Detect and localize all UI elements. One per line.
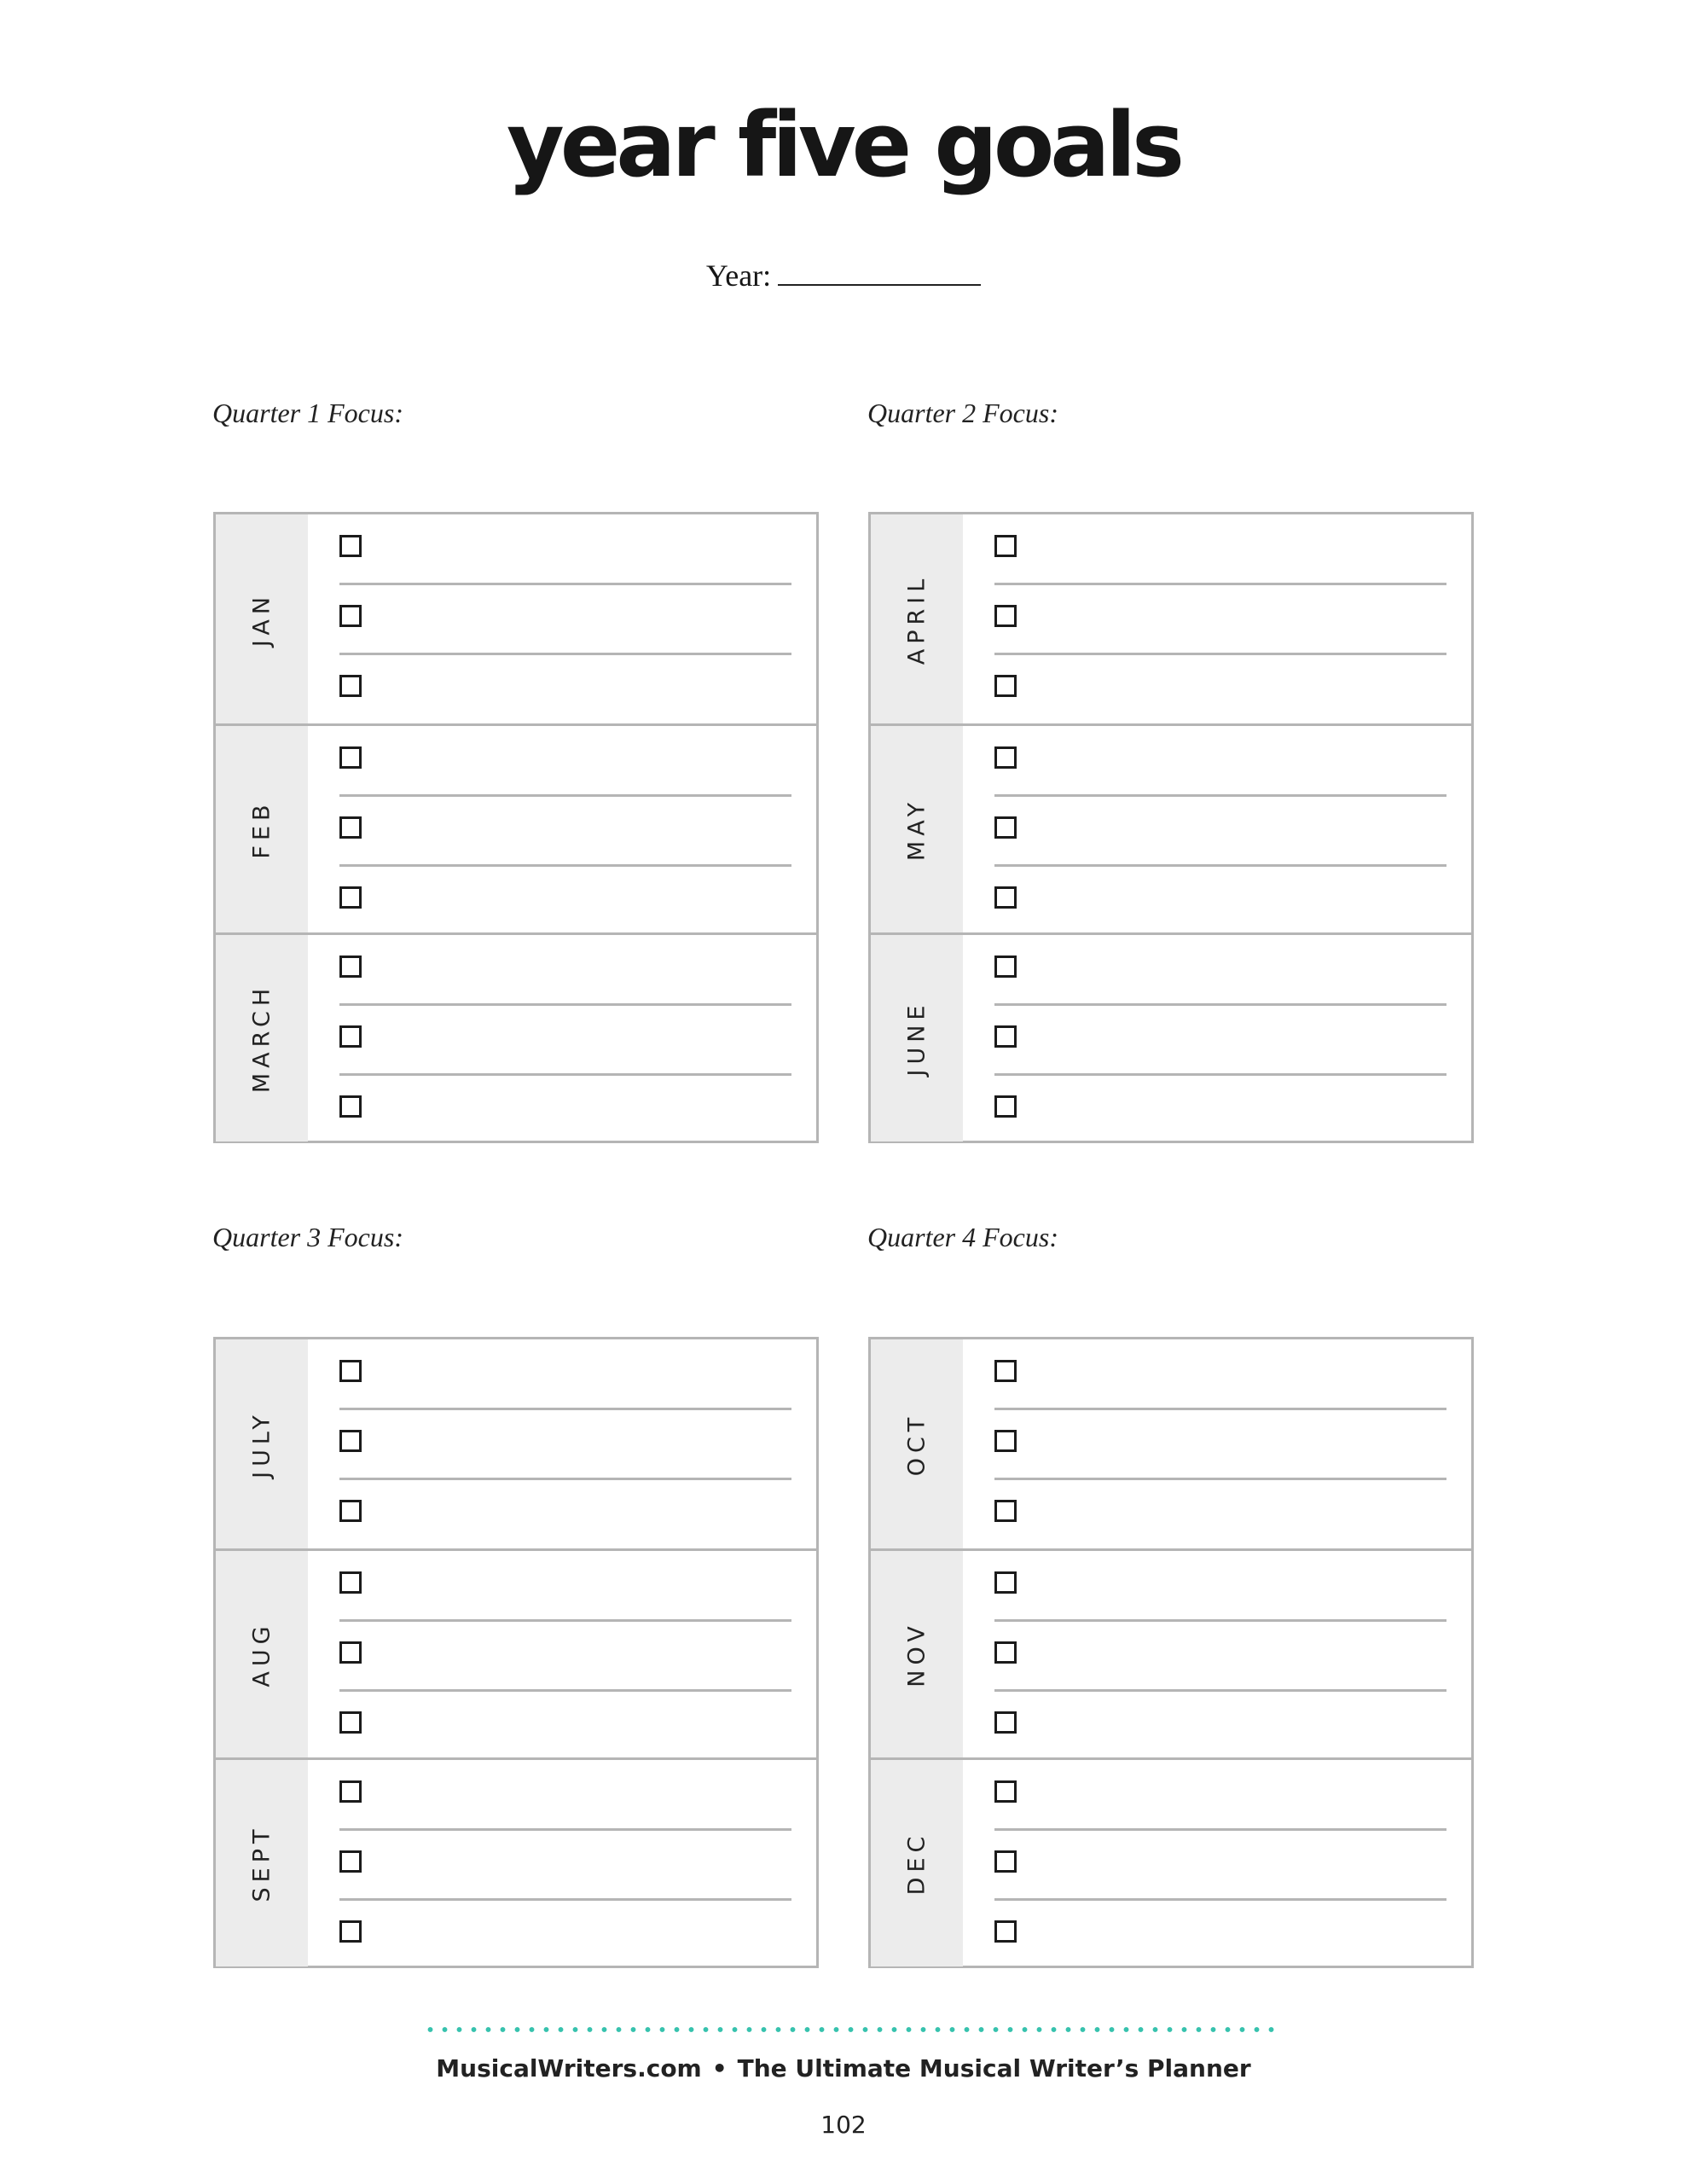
month-label-band (216, 935, 308, 1141)
dotted-divider (423, 2025, 1276, 2034)
goal-row[interactable] (994, 866, 1446, 934)
goal-checkbox[interactable] (994, 535, 1017, 557)
goal-checkbox[interactable] (994, 1025, 1017, 1048)
month-section (871, 1548, 1471, 1757)
goal-checkbox[interactable] (339, 1360, 362, 1382)
month-section (216, 514, 816, 723)
goal-row[interactable] (994, 726, 1446, 797)
page-title: year five goals (506, 93, 1181, 197)
month-name: APRIL (903, 573, 930, 665)
goal-checkbox[interactable] (339, 1850, 362, 1873)
goal-row[interactable] (339, 1551, 791, 1622)
goal-row[interactable] (339, 866, 791, 934)
goal-row[interactable] (339, 726, 791, 797)
goal-checkbox[interactable] (339, 886, 362, 909)
month-name: JULY (248, 1409, 275, 1478)
goal-checkbox[interactable] (339, 1780, 362, 1803)
month-label-band (216, 1760, 308, 1966)
quarter-4-goals-box (868, 1337, 1474, 1968)
goal-row[interactable] (994, 1621, 1446, 1692)
goal-row[interactable] (339, 514, 791, 585)
goal-checkbox[interactable] (339, 675, 362, 697)
goal-row[interactable] (994, 1339, 1446, 1410)
month-name: AUG (248, 1621, 275, 1687)
footer-separator: • (711, 2054, 728, 2082)
month-label-band (216, 514, 308, 723)
goal-row[interactable] (994, 935, 1446, 1006)
month-name: NOV (903, 1621, 930, 1687)
goal-checkbox[interactable] (994, 605, 1017, 627)
goal-row[interactable] (339, 1760, 791, 1831)
goal-checkbox[interactable] (994, 1360, 1017, 1382)
quarter-1-focus-label: Quarter 1 Focus: (212, 398, 403, 428)
quarter-3-goals-box (213, 1337, 819, 1968)
month-label-band (871, 514, 963, 723)
year-field (0, 258, 1687, 293)
goal-row[interactable] (994, 1409, 1446, 1480)
goal-row[interactable] (994, 1830, 1446, 1901)
goal-checkbox[interactable] (339, 1641, 362, 1664)
month-name: DEC (903, 1831, 930, 1896)
goal-checkbox[interactable] (339, 956, 362, 978)
month-label-band (216, 726, 308, 932)
goal-checkbox[interactable] (339, 1500, 362, 1522)
quarter-1-goals-box (213, 512, 819, 1143)
goal-checkbox[interactable] (339, 535, 362, 557)
month-label-band (871, 1551, 963, 1757)
goal-row[interactable] (994, 514, 1446, 585)
quarter-4-focus-label: Quarter 4 Focus: (867, 1222, 1058, 1252)
month-name: SEPT (248, 1824, 275, 1902)
goal-checkbox[interactable] (339, 1095, 362, 1118)
goal-row[interactable] (339, 1479, 791, 1548)
goal-row[interactable] (339, 1409, 791, 1480)
goal-row[interactable] (994, 1479, 1446, 1548)
goal-row[interactable] (994, 796, 1446, 867)
month-section (216, 932, 816, 1141)
goal-checkbox[interactable] (339, 1025, 362, 1048)
quarter-3-focus-label: Quarter 3 Focus: (212, 1222, 403, 1252)
goal-checkbox[interactable] (994, 1920, 1017, 1943)
month-section (871, 514, 1471, 723)
goal-checkbox[interactable] (339, 1571, 362, 1594)
month-label-band (216, 1339, 308, 1548)
goal-checkbox[interactable] (994, 1850, 1017, 1873)
month-label-band (216, 1551, 308, 1757)
goal-checkbox[interactable] (994, 1711, 1017, 1734)
goal-checkbox[interactable] (339, 746, 362, 769)
goal-checkbox[interactable] (994, 746, 1017, 769)
footer (0, 2054, 1687, 2082)
goal-checkbox[interactable] (994, 956, 1017, 978)
month-section (216, 723, 816, 932)
footer-site: MusicalWriters.com (436, 2054, 702, 2082)
month-name: MARCH (248, 983, 275, 1094)
goal-checkbox[interactable] (339, 1711, 362, 1734)
footer-book-title: The Ultimate Musical Writer’s Planner (737, 2054, 1251, 2082)
goal-checkbox[interactable] (339, 1430, 362, 1452)
month-name: JAN (248, 591, 275, 647)
goal-checkbox[interactable] (339, 1920, 362, 1943)
month-section (871, 1339, 1471, 1548)
goal-checkbox[interactable] (994, 1500, 1017, 1522)
month-name: MAY (903, 797, 930, 862)
goal-row[interactable] (339, 654, 791, 723)
goal-row[interactable] (339, 1339, 791, 1410)
goal-row[interactable] (339, 1075, 791, 1143)
quarter-2-focus-label: Quarter 2 Focus: (867, 398, 1058, 428)
month-name: FEB (248, 799, 275, 859)
goal-checkbox[interactable] (994, 675, 1017, 697)
goal-row[interactable] (994, 1075, 1446, 1143)
month-section (871, 932, 1471, 1141)
goal-row[interactable] (339, 1830, 791, 1901)
month-label-band (871, 1760, 963, 1966)
year-label: Year: (705, 258, 772, 293)
month-name: JUNE (903, 1000, 930, 1077)
month-section (216, 1339, 816, 1548)
month-section (871, 723, 1471, 932)
goal-row[interactable] (994, 1900, 1446, 1968)
quarter-2-goals-box (868, 512, 1474, 1143)
goal-row[interactable] (339, 1005, 791, 1076)
goal-checkbox[interactable] (339, 816, 362, 839)
goal-checkbox[interactable] (994, 1571, 1017, 1594)
goal-checkbox[interactable] (339, 605, 362, 627)
goal-row[interactable] (339, 935, 791, 1006)
month-label-band (871, 1339, 963, 1548)
goal-row[interactable] (994, 1760, 1446, 1831)
month-name: OCT (903, 1412, 930, 1476)
goal-checkbox[interactable] (994, 1780, 1017, 1803)
month-label-band (871, 935, 963, 1141)
goal-checkbox[interactable] (994, 816, 1017, 839)
goal-row[interactable] (339, 1691, 791, 1759)
goal-checkbox[interactable] (994, 1641, 1017, 1664)
month-section (216, 1548, 816, 1757)
goal-checkbox[interactable] (994, 1430, 1017, 1452)
goal-row[interactable] (339, 1621, 791, 1692)
goal-row[interactable] (339, 796, 791, 867)
goal-row[interactable] (994, 584, 1446, 655)
goal-checkbox[interactable] (994, 886, 1017, 909)
month-label-band (871, 726, 963, 932)
goal-row[interactable] (339, 584, 791, 655)
page-number: 102 (820, 2111, 867, 2139)
goal-row[interactable] (339, 1900, 791, 1968)
year-input-line[interactable] (778, 262, 981, 286)
goal-row[interactable] (994, 1005, 1446, 1076)
month-section (871, 1757, 1471, 1966)
goal-row[interactable] (994, 1551, 1446, 1622)
goal-row[interactable] (994, 654, 1446, 723)
goal-checkbox[interactable] (994, 1095, 1017, 1118)
goal-row[interactable] (994, 1691, 1446, 1759)
month-section (216, 1757, 816, 1966)
